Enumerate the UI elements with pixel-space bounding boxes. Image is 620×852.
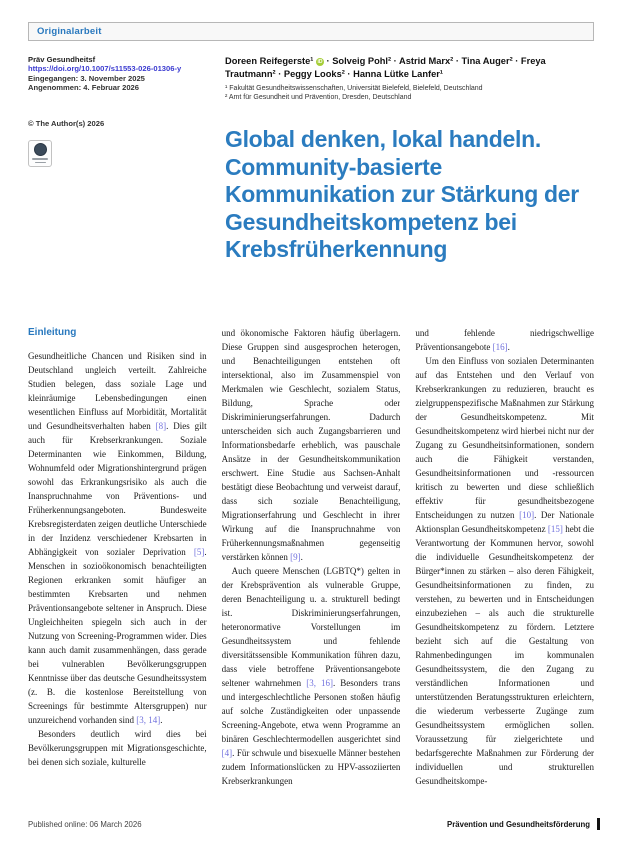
article-title [225,126,605,264]
section-heading-einleitung: Einleitung [28,327,77,338]
affiliation-1: ¹ Fakultät Gesundheitswissenschaften, Universität Bielefeld, Bielefeld, Deutschland [225,85,483,92]
title-line: Community-basierte [225,153,442,180]
title-line: Gesundheitskompetenz bei [225,208,517,235]
body-paragraph: Um den Einfluss von sozialen Determinanten auf das Entstehen und den Verlauf von Krebserkrankungen zu reduzieren, braucht es zielgruppenspezifische Maßnahmen zur Stärkung der Gesundheitskompetenz. Mit Gesundheitskompetenz wird hierbei nicht nur der Zugang zu Gesundheitsinformationen, sondern auch die Fähigkeit verstanden, Gesundheitsinformationen und -ressourcen kritisch zu bewerten und diese schließlich effektiv für gesundheitsbezogene Entscheidungen zu nutzen [10]. Der Nationale Aktionsplan Gesundheitskompetenz [15] hebt die Verantwortung der Kommunen hervor, sowohl die individuelle Gesundheitskompetenz der Bürger*innen zu stärken – also deren Fähigkeit, Gesundheitsinformationen zu finden, zu verstehen, zu bewerten und in Entscheidungen einzubeziehen – als auch die strukturelle Gesundheitskompetenz zu fördern. Letztere bezieht sich auf die Gestaltung von Rahmenbedingungen im kommunalen Gesundheitssystem, die den Zugang zu verständlichen Informationen und unterstützenden Beratungsstrukturen erleichtern, die wiederum verbesserte Zugänge zum Gesundheitssystem ermöglichen sollen. Voraussetzung für zielgerichtete und bedarfsgerechte Maßnahmen zur Förderung der individuellen und strukturellen Gesundheitskompe- [415,356,594,786]
article-category-band [28,22,594,41]
footer-divider-bar [597,818,600,830]
column-1-paragraphs [28,349,207,769]
body-column-3 [415,326,594,788]
column-3-paragraphs [415,326,594,788]
body-column-1 [28,326,207,788]
body-paragraph: Gesundheitliche Chancen und Risiken sind in Deutschland ungleich verteilt. Zahlreiche Studien belegen, dass soziale Lage und kleinräumige Lebensbedingungen einen wesentlichen Einfluss auf Morbidität, Mortalität und Gesundheitsverhalten haben [8]. Dies gilt auch für Krebserkrankungen. Soziale Determinanten wie Einkommen, Bildung, Wohnumfeld oder Migrationshintergrund prägen sowohl das Erkrankungsrisiko als auch die Inanspruchnahme von Präventions- und Früherkennungsangeboten. Bundesweite Krebsregisterdaten zeigen deutliche Unterschiede in der Inzidenz verschiedener Krebsarten in Abhängigkeit von sozialer Deprivation [5]. Menschen in sozioökonomisch benachteiligten Regionen erkranken somit häufiger an bestimmten Krebsarten und nehmen Präventionsangebote seltener in Anspruch. Diese Ungleichheiten spiegeln sich auch in der Nutzung von Screening-Programmen wider. Dies kann auch damit zusammenhängen, dass gerade bei vulnerablen Bevölkerungsgruppen Kenntnisse über das deutsche Gesundheitssystem (z. B. die kostenlose Bereitstellung von Screenings für bestimmte Altersgruppen) nur unzureichend vorhanden sind [3, 14]. [28,351,207,725]
author-names: · Solveig Pohl² · Astrid Marx² · Tina Auger² · Freya Trautmann² · Peggy Looks² · Hanna Lütke Lanfer¹ [225,56,546,79]
body-paragraph: und ökonomische Faktoren häufig überlagern. Diese Gruppen sind ausgesprochen heterogen, und Benachteiligungen entstehen oft intersektional, also im Zusammenspiel von Merkmalen wie Geschlecht, sozialem Status, Bildung, Sprache oder Diskriminierungserfahrungen. Dadurch unterscheiden sich auch Zugangsbarrieren und Informationsbedarfe erheblich, was pauschale Ansätze in der Gesundheitskommunikation erschwert. Eine Studie aus Sachsen-Anhalt bestätigt diese Beobachtung und verweist darauf, dass sich soziale Benachteiligung, Migrationserfahrung und Geschlecht in ihrer Wirkung auf die Inanspruchnahme von Früherkennungsmaßnahmen gegenseitig verstärken können [9]. [221,328,401,562]
title-line: Kommunikation zur Stärkung der [225,181,579,207]
copyright-line: © The Author(s) 2026 [28,118,105,128]
column-2-paragraphs [222,326,401,788]
page-footer [28,818,600,830]
affiliation-2: ² Amt für Gesundheit und Prävention, Dresden, Deutschland [225,93,412,101]
author-name: Doreen Reifegerste¹ [225,56,314,66]
doi-link[interactable]: https://doi.org/10.1007/s11553-026-01306-y [28,64,182,74]
received-date: Eingegangen: 3. November 2025 [28,73,145,83]
check-for-updates-icon[interactable] [28,140,52,167]
crossmark-circle-icon [34,143,47,156]
journal-name: Prävention und Gesundheitsförderung [447,819,590,829]
title-line: Krebsfrüherkennung [225,236,448,262]
crossmark-text-line [32,158,48,160]
body-column-2 [222,326,401,788]
body-paragraph: Besonders deutlich wird dies bei Bevölkerungsgruppen mit Migrationsgeschichte, bei denen sich soziale, kulturelle [28,729,207,767]
category-label: Originalarbeit [37,26,102,37]
crossmark-text-line [35,162,46,164]
article-body [28,326,594,788]
author-list [225,55,597,80]
body-paragraph: und fehlende niedrigschwellige Präventionsangebote [16]. [415,328,594,352]
orcid-icon[interactable]: iD [317,59,323,65]
title-line: Global denken, lokal handeln. [225,126,541,152]
body-paragraph: Auch queere Menschen (LGBTQ*) gelten in der Krebsprävention als vulnerable Gruppe, deren Benachteiligung u. a. strukturell bedingt ist. Diskriminierungserfahrungen, heteronormative Vorstellungen im Gesundheitssystem und fehlende diversitätssensible Kommunikation führen dazu, dass viele betroffene Präventionsangebote seltener wahrnehmen [3, 16]. Besonders trans und intergeschlechtliche Personen stoßen häufig auf solche Zuständigkeiten oder unpassende Screening-Angebote, etwa wenn Programme an binären Geschlechtermodellen ausgerichtet sind [4]. Für schwule und bisexuelle Männer bestehen zudem Informationslücken zu HPV-assoziierten Krebserkrankungen [221,566,401,786]
accepted-date: Angenommen: 4. Februar 2026 [28,83,139,93]
article-meta-block [28,55,225,167]
affiliations [225,85,597,103]
published-online-date: Published online: 06 March 2026 [28,819,142,829]
journal-abbreviation: Präv Gesundheitsf [28,55,96,64]
